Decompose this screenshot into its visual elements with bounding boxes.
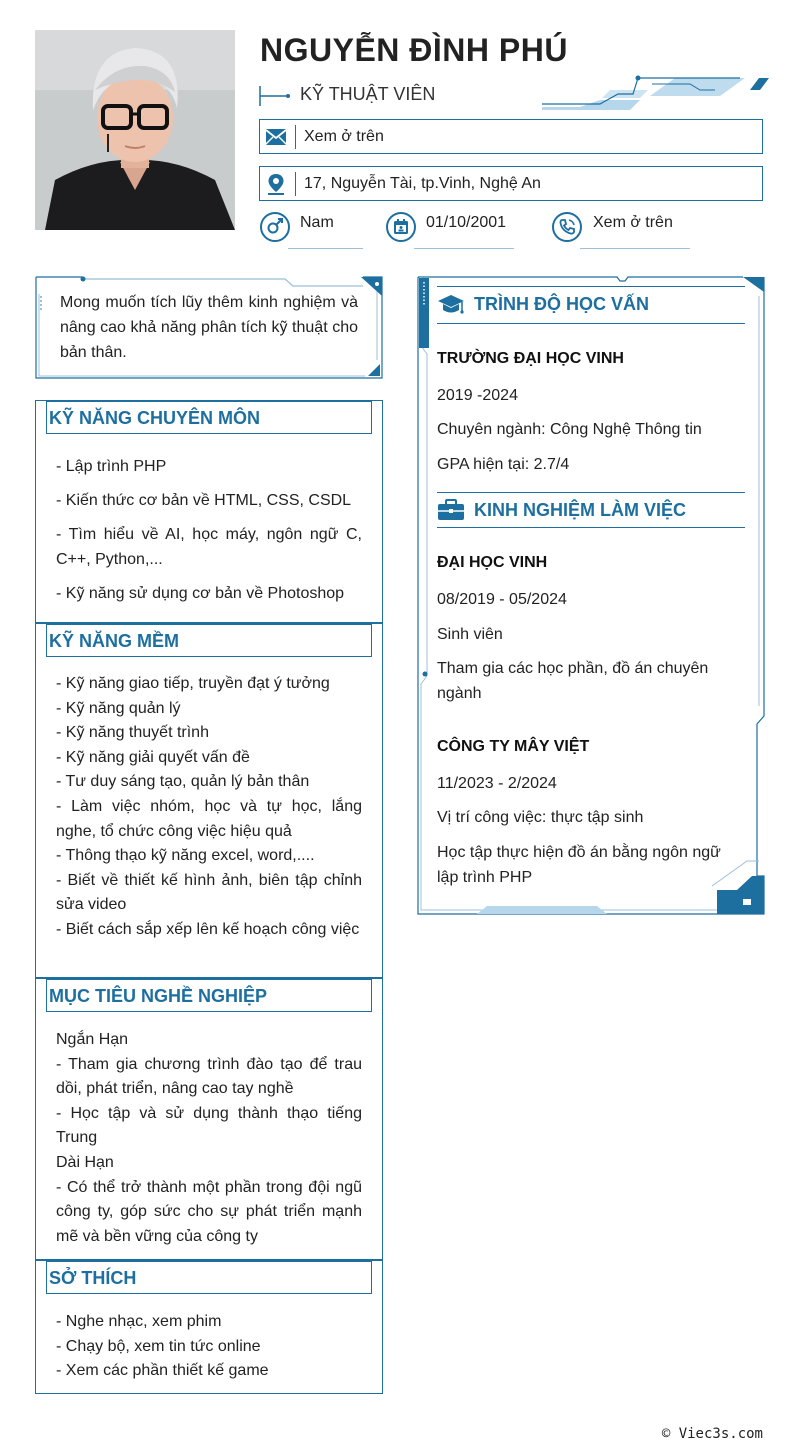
- list-item: - Kỹ năng thuyết trình: [56, 724, 209, 742]
- list-item: Ngắn Hạn: [56, 1031, 129, 1048]
- job-description: Tham gia các học phần, đồ án chuyên ngành: [437, 660, 709, 702]
- objective-text: Mong muốn tích lũy thêm kinh nghiệm và nâng cao khả năng phân tích kỹ thuật cho bản thân.: [60, 294, 358, 361]
- email-value: Xem ở trên: [304, 128, 384, 145]
- list-item: - Kỹ năng giao tiếp, truyền đạt ý tưởng: [56, 675, 330, 692]
- list-item: Dài Hạn: [56, 1153, 114, 1171]
- email-field: [259, 119, 763, 154]
- location-pin-icon: [264, 172, 288, 196]
- briefcase-icon: [437, 498, 465, 522]
- calendar-icon: [386, 212, 416, 242]
- soft-skills-section: [35, 623, 383, 978]
- divider: [437, 492, 745, 493]
- list-item: - Tìm hiểu về AI, học máy, ngôn ngữ C, C++, Python,...: [56, 526, 362, 568]
- list-item: - Tham gia chương trình đào tạo để trau dồi, phát triển, nâng cao tay nghề: [56, 1055, 362, 1098]
- list-item: - Kiến thức cơ bản về HTML, CSS, CSDL: [56, 492, 352, 509]
- list-item: - Tư duy sáng tạo, quản lý bản thân: [56, 773, 310, 791]
- list-item: - Thông thạo kỹ năng excel, word,....: [56, 847, 315, 865]
- underline: [288, 248, 363, 249]
- underline: [580, 248, 690, 249]
- education-gpa: GPA hiện tại: 2.7/4: [437, 456, 570, 473]
- gender-value: Nam: [300, 214, 334, 231]
- section-title: KỸ NĂNG CHUYÊN MÔN: [49, 408, 261, 428]
- footer-credit: © Viec3s.com: [661, 1426, 763, 1442]
- job-title: KỸ THUẬT VIÊN: [300, 84, 436, 104]
- list-item: - Chạy bộ, xem tin tức online: [56, 1337, 261, 1355]
- section-header: [46, 401, 372, 434]
- envelope-icon: [264, 125, 288, 149]
- divider: [437, 323, 745, 324]
- divider: [295, 172, 296, 196]
- gender-icon: [260, 212, 290, 242]
- address-field: [259, 166, 763, 201]
- list-item: - Lập trình PHP: [56, 458, 167, 475]
- list-item: - Làm việc nhóm, học và tự học, lắng nghe, tổ chức công việc hiệu quả: [56, 797, 362, 840]
- section-title: KỸ NĂNG MỀM: [49, 631, 179, 651]
- education-title: TRÌNH ĐỘ HỌC VẤN: [474, 294, 649, 314]
- professional-skills-list: [56, 454, 362, 615]
- phone-value: Xem ở trên: [593, 214, 673, 231]
- career-goals-section: [35, 978, 383, 1260]
- phone-icon: [552, 212, 582, 242]
- divider: [295, 125, 296, 149]
- birthday-value: 01/10/2001: [426, 214, 507, 231]
- title-line-decoration: [259, 86, 291, 106]
- school-name: TRƯỜNG ĐẠI HỌC VINH: [437, 350, 624, 367]
- job-position: Vị trí công việc: thực tập sinh: [437, 809, 644, 826]
- list-item: - Kỹ năng giải quyết vấn đề: [56, 748, 250, 766]
- list-item: - Nghe nhạc, xem phim: [56, 1313, 222, 1330]
- circuit-decoration: [540, 72, 770, 114]
- professional-skills-section: [35, 400, 383, 623]
- divider: [437, 527, 745, 528]
- list-item: - Kỹ năng quản lý: [56, 699, 181, 717]
- education-major: Chuyên ngành: Công Nghệ Thông tin: [437, 421, 702, 438]
- soft-skills-list: [56, 672, 362, 943]
- job-position: Sinh viên: [437, 626, 503, 643]
- job-period: 08/2019 - 05/2024: [437, 591, 567, 608]
- job-description: Học tập thực hiện đồ án bằng ngôn ngữ lập trình PHP: [437, 844, 721, 886]
- graduation-cap-icon: [437, 292, 465, 318]
- company-name: ĐẠI HỌC VINH: [437, 554, 548, 571]
- list-item: - Biết cách sắp xếp lên kế hoạch công việc: [56, 920, 360, 938]
- list-item: - Kỹ năng sử dụng cơ bản về Photoshop: [56, 585, 345, 602]
- list-item: - Biết về thiết kế hình ảnh, biên tập chỉnh sửa video: [56, 871, 362, 914]
- section-title: MỤC TIÊU NGHỀ NGHIỆP: [49, 986, 268, 1006]
- list-item: - Có thể trở thành một phần trong đội ngũ công ty, góp sức cho sự phát triển mạnh mẽ và bền vững của công ty: [56, 1178, 362, 1245]
- section-title: SỞ THÍCH: [49, 1268, 137, 1288]
- section-header: [46, 624, 372, 657]
- company-name: CÔNG TY MÂY VIỆT: [437, 738, 590, 755]
- education-period: 2019 -2024: [437, 387, 518, 404]
- profile-photo: [35, 30, 235, 230]
- hobbies-list: [56, 1310, 362, 1384]
- career-goals-list: [56, 1028, 362, 1249]
- hobbies-section: [35, 1260, 383, 1394]
- divider: [437, 286, 745, 287]
- section-header: [46, 1261, 372, 1294]
- address-value: 17, Nguyễn Tài, tp.Vinh, Nghệ An: [304, 175, 541, 192]
- experience-title: KINH NGHIỆM LÀM VIỆC: [474, 500, 687, 520]
- underline: [414, 248, 514, 249]
- list-item: - Xem các phần thiết kế game: [56, 1362, 269, 1380]
- list-item: - Học tập và sử dụng thành thạo tiếng Trung: [56, 1104, 362, 1147]
- job-period: 11/2023 - 2/2024: [437, 775, 557, 792]
- section-header: [46, 979, 372, 1012]
- candidate-name: NGUYỄN ĐÌNH PHÚ: [260, 32, 568, 68]
